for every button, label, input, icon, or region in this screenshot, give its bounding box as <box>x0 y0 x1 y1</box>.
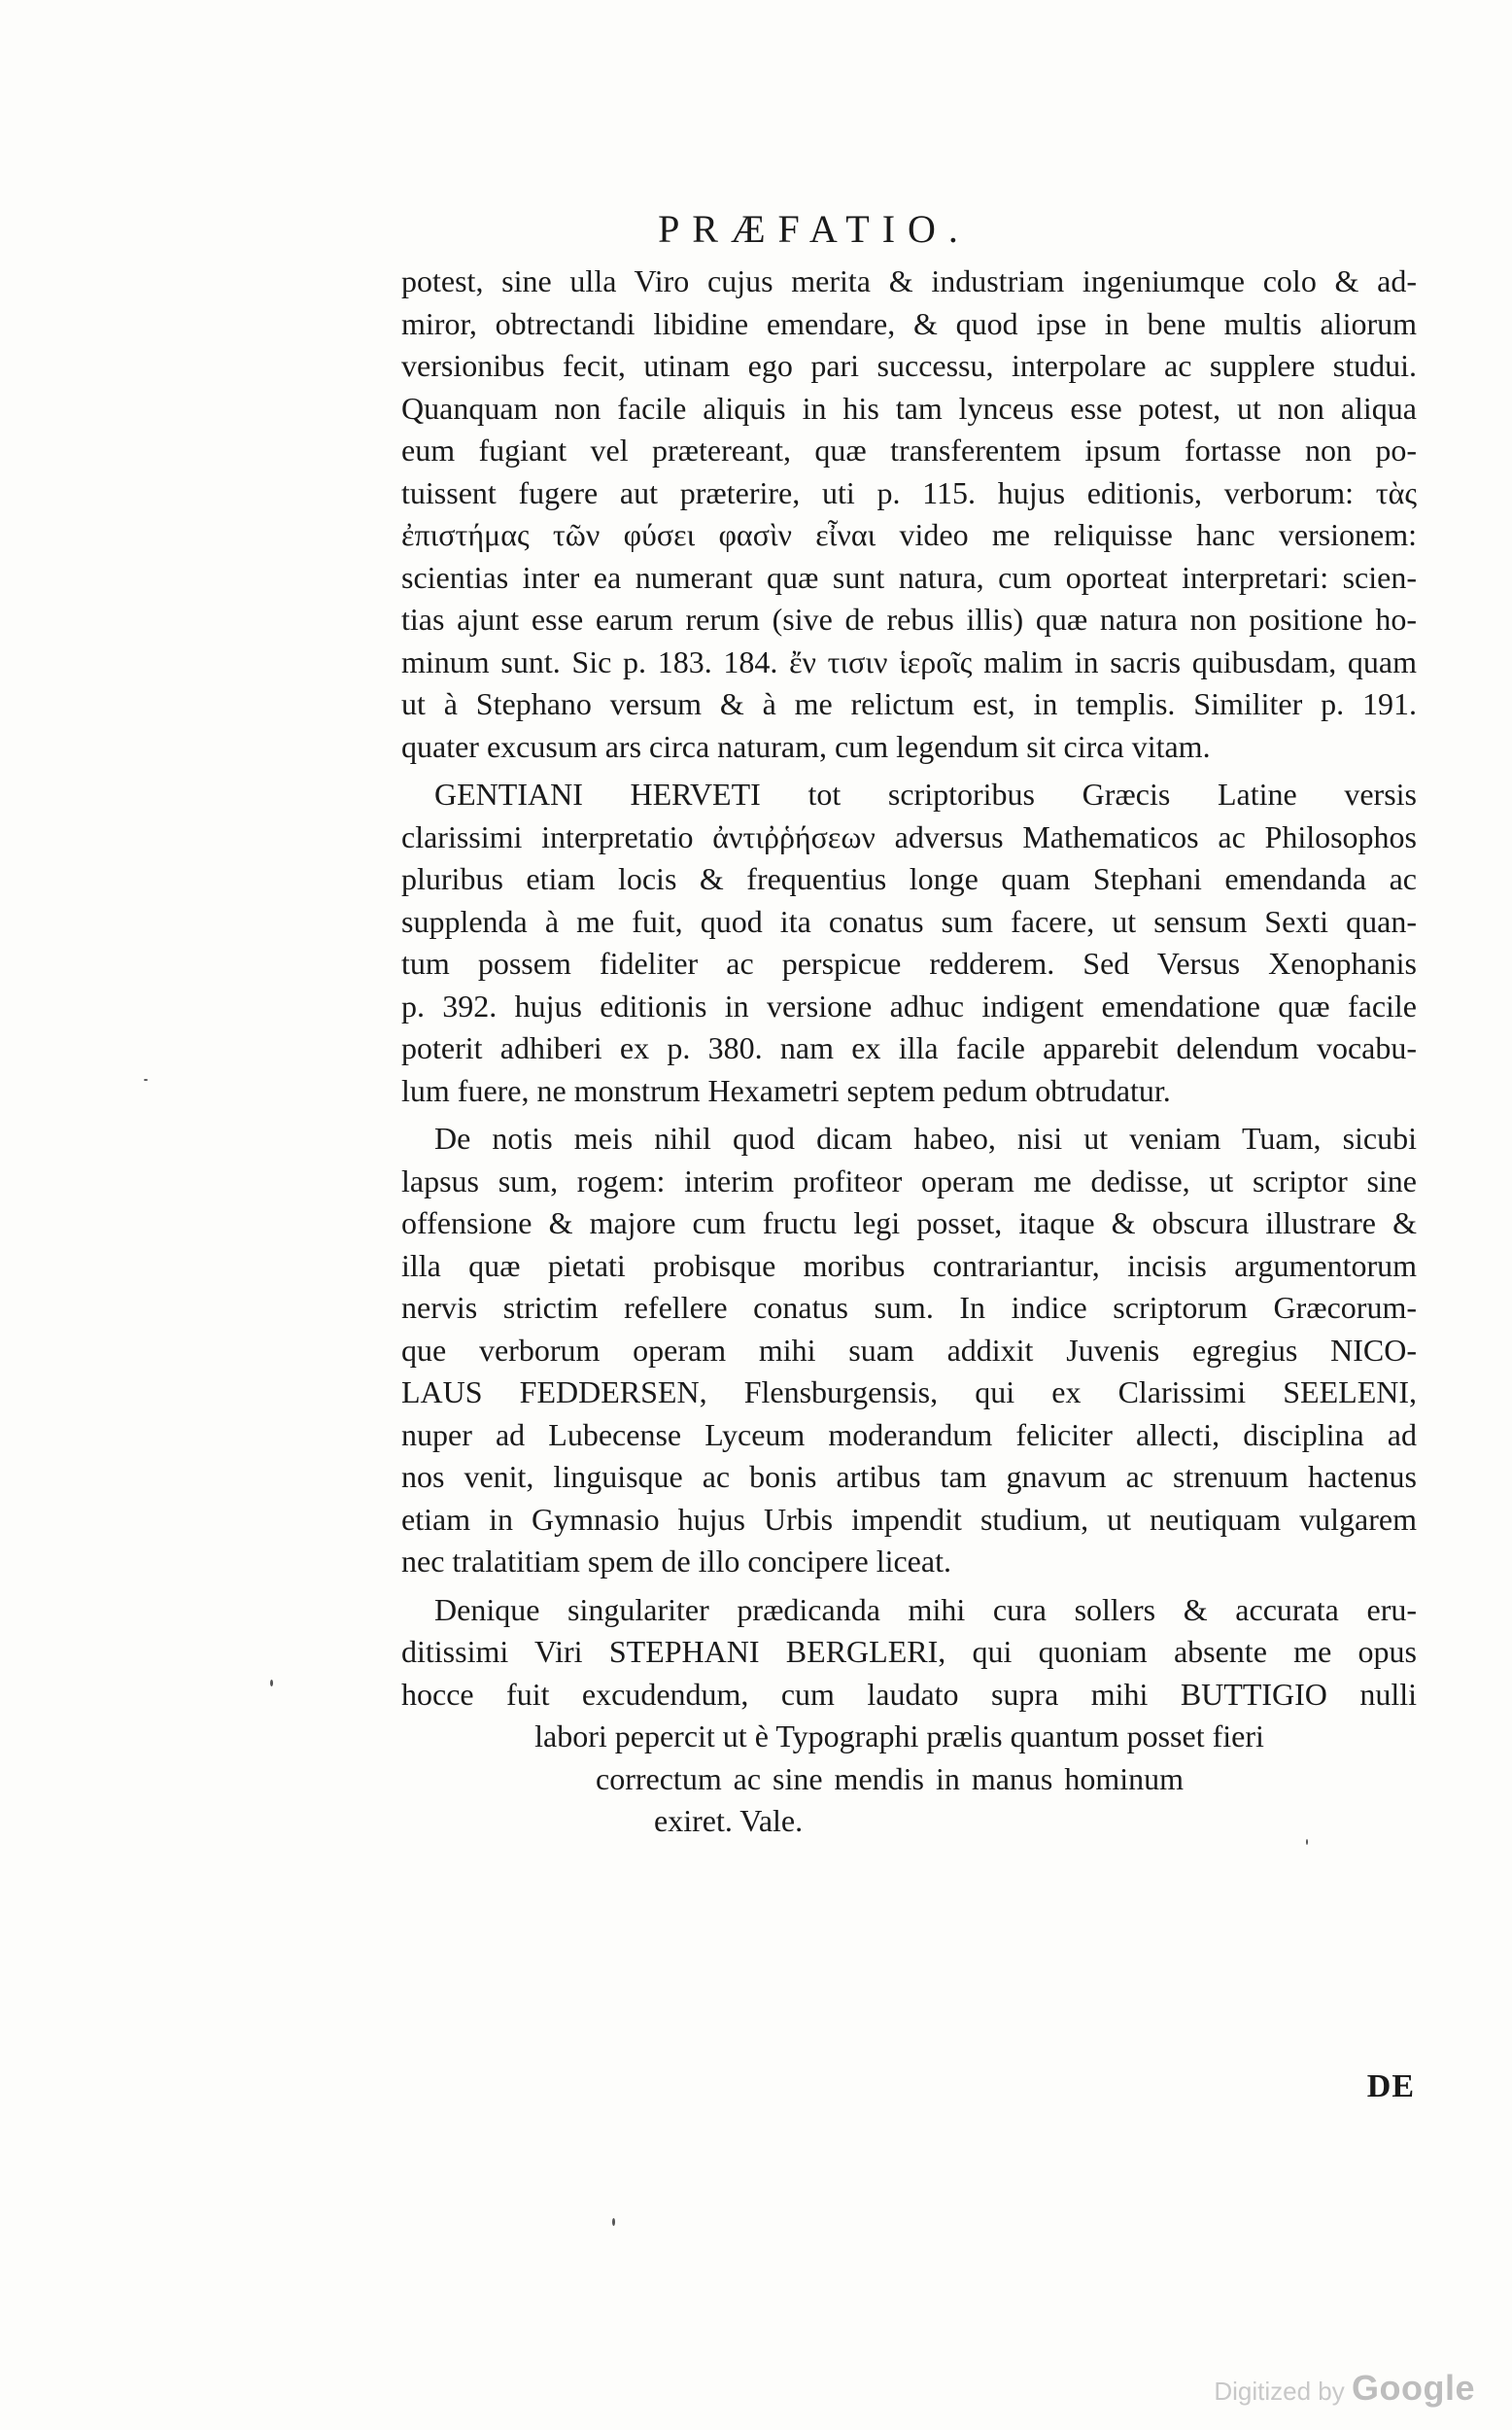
text-line: tias ajunt esse earum rerum (sive de rebus illis) quæ natura non positione ho- <box>401 602 1417 637</box>
text-line: poterit adhiberi ex p. 380. nam ex illa facile apparebit delendum vocabu- <box>401 1030 1417 1065</box>
ink-speck <box>144 1079 148 1081</box>
text-line: scientias inter ea numerant quæ sunt natura, cum oporteat interpretari: scien- <box>401 559 1417 595</box>
text-line: versionibus fecit, utinam ego pari successu, interpolare ac supplere studui. <box>401 348 1417 383</box>
text-line: eum fugiant vel prætereant, quæ transferentem ipsum fortasse non po- <box>401 433 1417 468</box>
text-line: nos venit, linguisque ac bonis artibus tam gnavum ac strenuum hactenus <box>401 1459 1417 1494</box>
text-line: potest, sine ulla Viro cujus merita & industriam ingeniumque colo & ad- <box>401 263 1417 298</box>
text-line: Quanquam non facile aliquis in his tam lynceus esse potest, ut non aliqua <box>401 390 1417 426</box>
text-line: offensione & majore cum fructu legi posset, itaque & obscura illustrare & <box>401 1205 1417 1240</box>
text-line: quater excusum ars circa naturam, cum legendum sit circa vitam. <box>401 728 1211 764</box>
text-line: tuissent fugere aut præterire, uti p. 115. hujus editionis, verborum: τὰς <box>401 474 1417 510</box>
text-line: ἐπιστήμας τῶν φύσει φασὶν εἶναι video me reliquisse hanc versionem: <box>401 517 1417 552</box>
ink-speck <box>612 2218 615 2226</box>
ink-speck <box>270 1680 273 1686</box>
text-line: hocce fuit excudendum, cum laudato supra mihi BUTTIGIO nulli <box>401 1676 1417 1712</box>
text-line: nuper ad Lubecense Lyceum moderandum feliciter allecti, disciplina ad <box>401 1416 1417 1452</box>
text-line: Denique singulariter prædicanda mihi cura sollers & accurata eru- <box>434 1591 1417 1627</box>
text-line: etiam in Gymnasio hujus Urbis impendit studium, ut neutiquam vulgarem <box>401 1501 1417 1537</box>
text-line: correctum ac sine mendis in manus hominum <box>596 1760 1184 1796</box>
text-line: illa quæ pietati probisque moribus contrariantur, incisis argumentorum <box>401 1247 1417 1283</box>
watermark-prefix: Digitized by <box>1214 2377 1345 2406</box>
text-line: GENTIANI HERVETI tot scriptoribus Græcis Latine versis <box>434 777 1417 812</box>
text-line: minum sunt. Sic p. 183. 184. ἔν τισιν ἱεροῖς malim in sacris quibusdam, quam <box>401 643 1417 679</box>
text-line: lapsus sum, rogem: interim profiteor operam me dedisse, ut scriptor sine <box>401 1163 1417 1198</box>
text-line: tum possem fideliter ac perspicue redderem. Sed Versus Xenophanis <box>401 946 1417 981</box>
text-line: clarissimi interpretatio ἀντιῤῥήσεων adversus Mathematicos ac Philosophos <box>401 818 1417 854</box>
text-line: pluribus etiam locis & frequentius longe quam Stephani emendanda ac <box>401 861 1417 896</box>
text-line: exiret. Vale. <box>654 1803 804 1838</box>
text-line: nec tralatitiam spem de illo concipere liceat. <box>401 1544 951 1579</box>
preface-text <box>401 260 1417 1843</box>
text-line: miror, obtrectandi libidine emendare, & quod ipse in bene multis aliorum <box>401 305 1417 341</box>
digitized-watermark <box>1214 2368 1475 2409</box>
text-line: De notis meis nihil quod dicam habeo, nisi ut veniam Tuam, sicubi <box>434 1121 1417 1156</box>
text-line: labori pepercit ut è Typographi prælis quantum posset fieri <box>534 1718 1264 1753</box>
text-line: p. 392. hujus editionis in versione adhuc indigent emendatione quæ facile <box>401 988 1417 1024</box>
text-line: LAUS FEDDERSEN, Flensburgensis, qui ex Clarissimi SEELENI, <box>401 1374 1417 1409</box>
text-line: ditissimi Viri STEPHANI BERGLERI, qui quoniam absente me opus <box>401 1634 1417 1669</box>
text-line: lum fuere, ne monstrum Hexametri septem pedum obtrudatur. <box>401 1072 1171 1108</box>
text-line: nervis strictim refellere conatus sum. In indice scriptorum Græcorum- <box>401 1290 1417 1325</box>
ink-speck <box>1306 1839 1308 1845</box>
running-head: PRÆFATIO. <box>658 207 971 251</box>
text-line: supplenda à me fuit, quod ita conatus sum facere, ut sensum Sexti quan- <box>401 903 1417 939</box>
catchword: DE <box>1366 2068 1415 2104</box>
google-logo: Google <box>1352 2368 1475 2408</box>
text-line: ut à Stephano versum & à me relictum est, in templis. Similiter p. 191. <box>401 686 1417 721</box>
text-line: que verborum operam mihi suam addixit Juvenis egregius NICO- <box>401 1332 1417 1368</box>
